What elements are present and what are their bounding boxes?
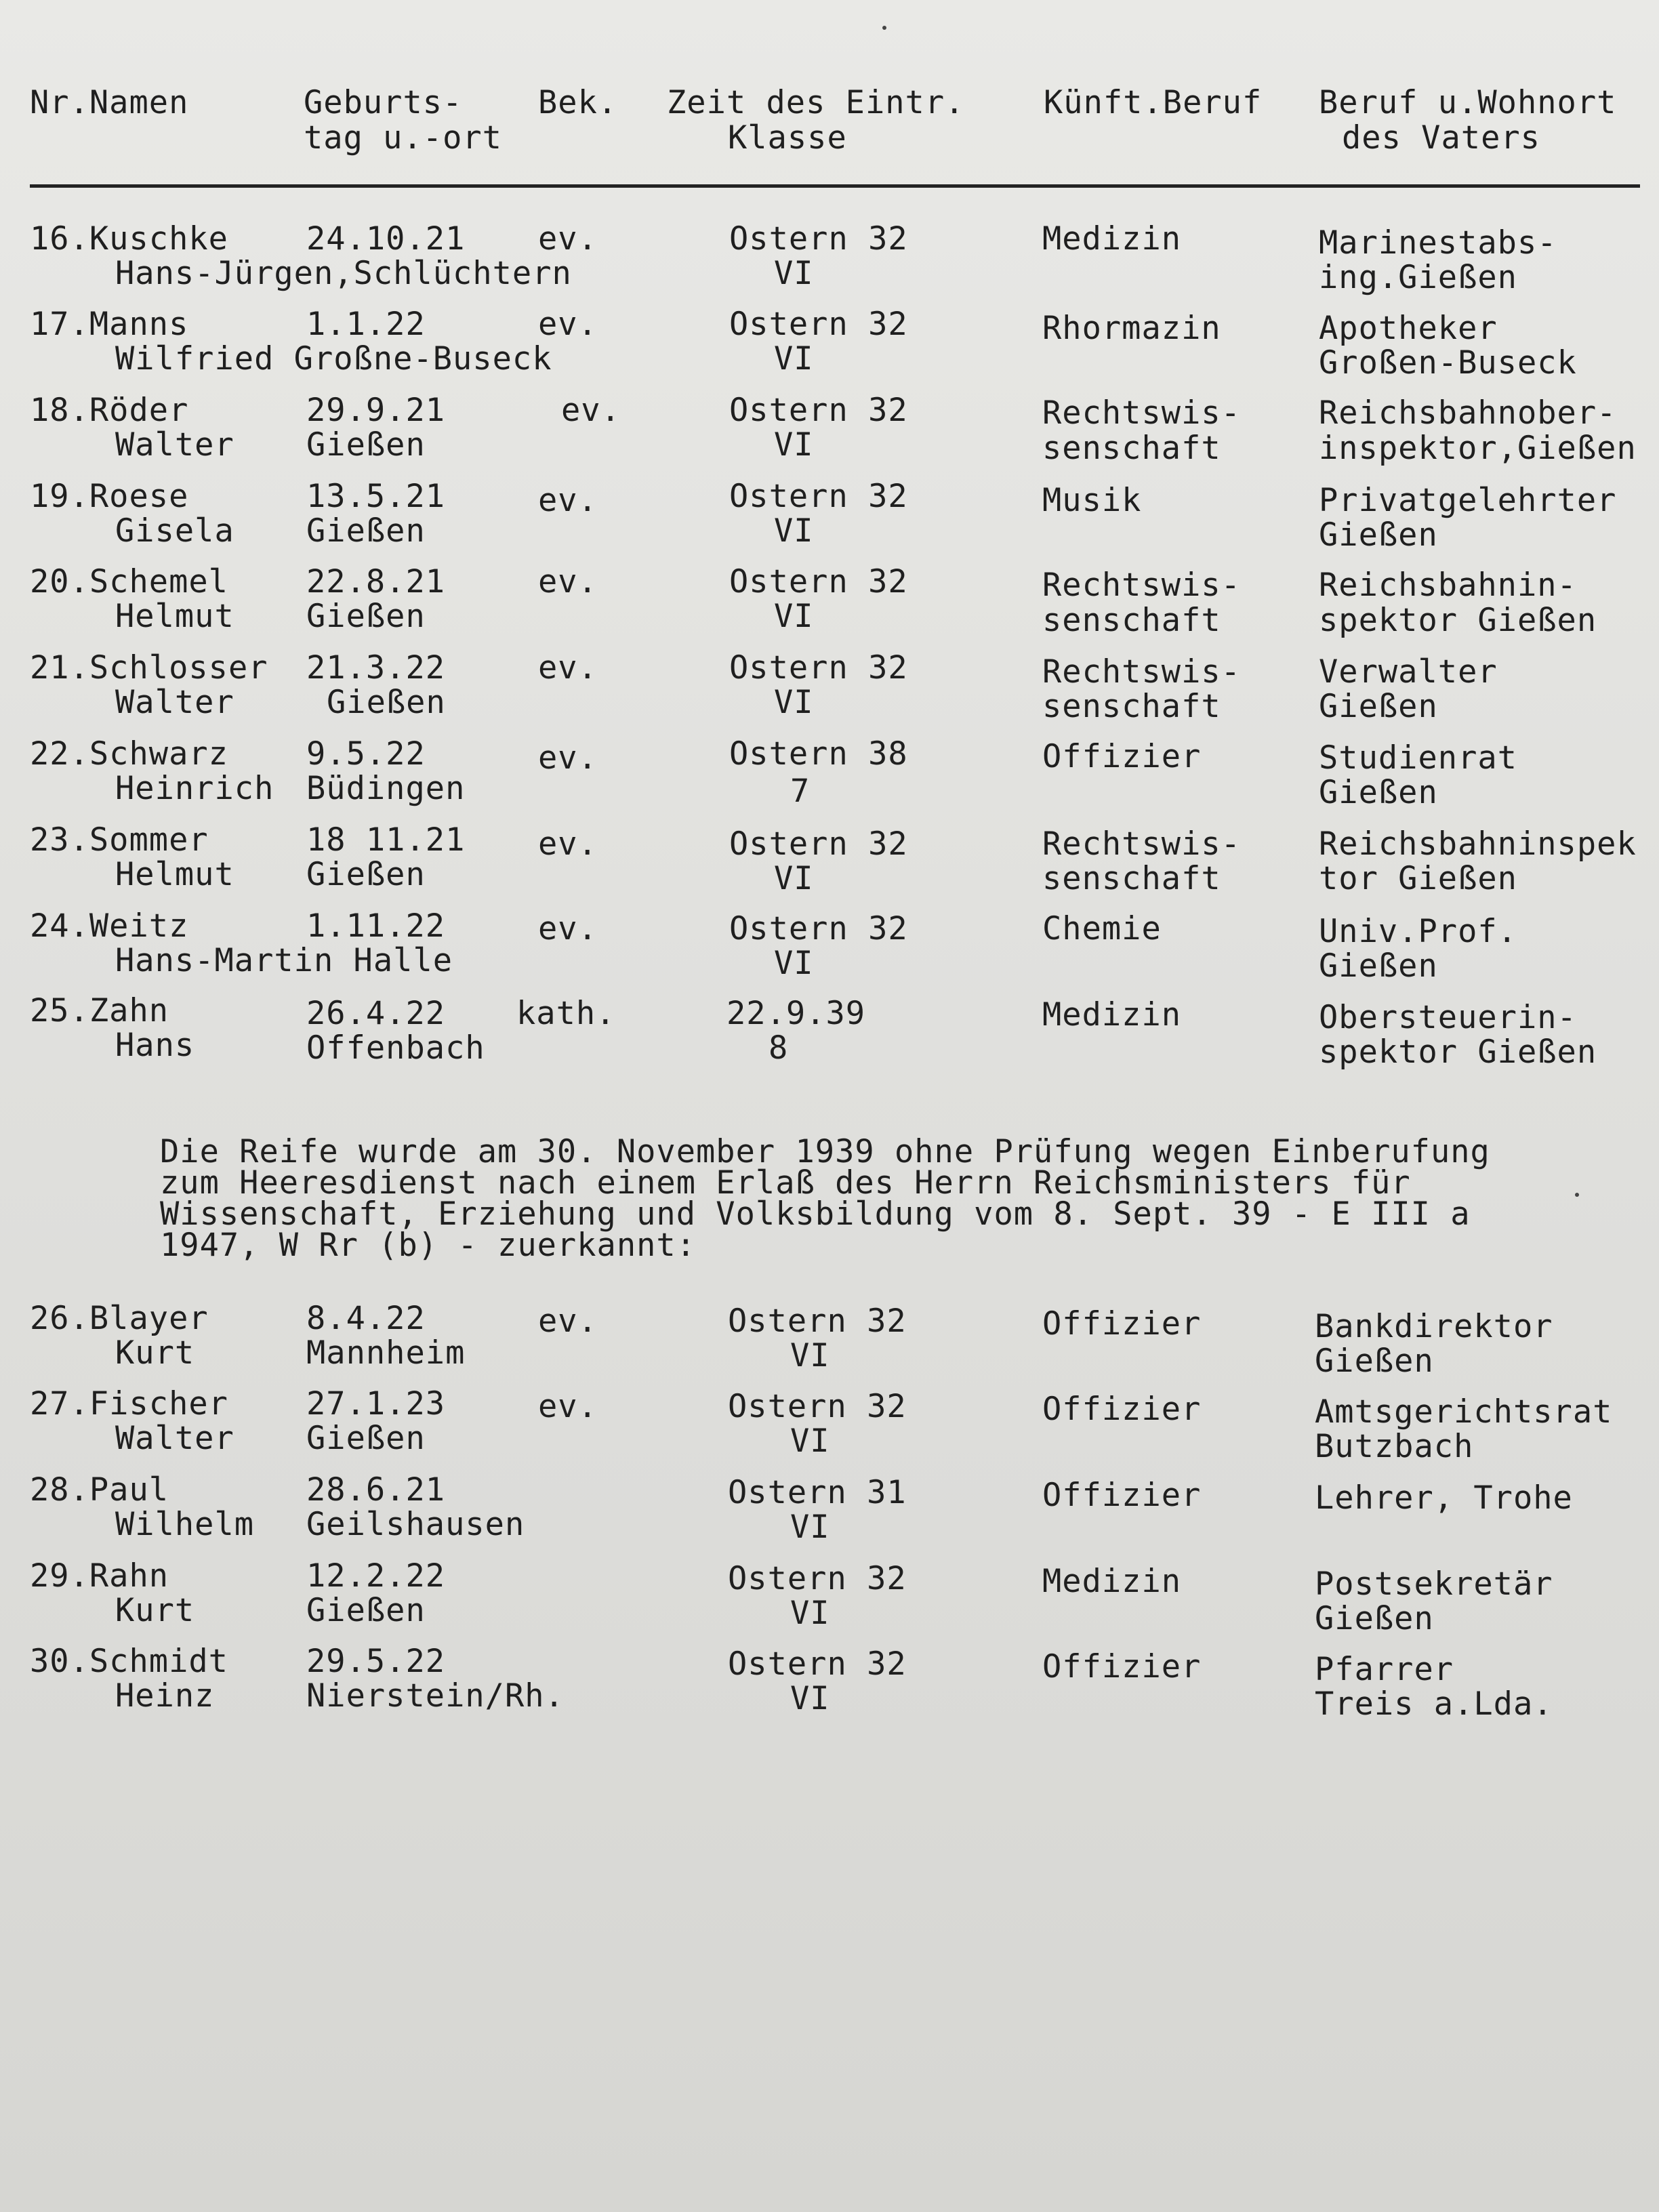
row-vater-1: Postsekretär (1315, 1565, 1553, 1603)
row-nr-name: 25.Zahn (30, 992, 169, 1029)
header-nr-namen: Nr.Namen (30, 84, 189, 121)
row-vater-2: Butzbach (1315, 1428, 1474, 1465)
row-vater-1: Marinestabs- (1319, 224, 1557, 262)
row-vater-1: Studienrat (1319, 739, 1517, 777)
row-nr-name: 26.Blayer (30, 1300, 209, 1337)
row-datum: 29.5.22 (306, 1643, 446, 1680)
note-line-4: 1947, W Rr (b) - zuerkannt: (160, 1227, 697, 1264)
row-ort: Mannheim (306, 1334, 466, 1372)
row-vorname: Kurt (115, 1334, 195, 1372)
row-vorname: Walter (115, 1420, 234, 1457)
row-zeit: Ostern 32 (729, 649, 908, 687)
note-line-3: Wissenschaft, Erziehung und Volksbildung vom 8. Sept. 39 - E III a (160, 1195, 1471, 1233)
header-zeit-1: Zeit des Eintr. (667, 84, 965, 121)
row-ort: Gießen (306, 512, 426, 550)
row-vorname: Kurt (115, 1592, 195, 1629)
row-klasse: 8 (769, 1029, 789, 1067)
row-datum: 12.2.22 (306, 1557, 446, 1595)
row-datum: 1.11.22 (306, 907, 446, 945)
row-vater-1: Verwalter (1319, 653, 1498, 691)
row-zeit: 22.9.39 (726, 995, 866, 1032)
header-geburt-2: tag u.-ort (304, 119, 502, 157)
row-vater-2: Gießen (1315, 1343, 1434, 1380)
row-beruf: Medizin (1042, 220, 1182, 258)
row-zeit: Ostern 32 (729, 478, 908, 515)
row-vorname: Hans (115, 1027, 195, 1064)
row-vorname: Gisela (115, 512, 234, 550)
row-zeit: Ostern 32 (729, 220, 908, 258)
row-zeit: Ostern 32 (728, 1303, 907, 1340)
row-vorname: Walter (115, 426, 234, 464)
row-bek: ev. (561, 392, 621, 429)
row-datum: 29.9.21 (306, 392, 446, 429)
row-datum: 26.4.22 (306, 995, 446, 1032)
note-line-2: zum Heeresdienst nach einem Erlaß des Herrn Reichsministers für (160, 1164, 1411, 1202)
row-vorname: Helmut (115, 598, 234, 635)
header-vater-2: des Vaters (1342, 119, 1540, 157)
header-zeit-2: Klasse (728, 119, 847, 157)
row-nr-name: 21.Schlosser (30, 649, 268, 687)
row-vater-1: Reichsbahninspek (1319, 825, 1637, 863)
row-klasse: VI (774, 684, 814, 721)
row-vater-1: Bankdirektor (1315, 1308, 1553, 1345)
row-nr-name: 24.Weitz (30, 907, 189, 945)
row-zeit: Ostern 32 (728, 1645, 907, 1683)
row-beruf: Medizin (1042, 996, 1182, 1033)
row-beruf: Offizier (1042, 1477, 1202, 1514)
header-vater-1: Beruf u.Wohnort (1319, 84, 1617, 121)
row-ort: Gießen (306, 598, 426, 635)
row-vater-1: Amtsgerichtsrat (1315, 1393, 1613, 1431)
row-nr-name: 19.Roese (30, 478, 189, 515)
row-bek: ev. (538, 482, 598, 519)
row-beruf-2: senschaft (1042, 602, 1221, 639)
row-zeit: Ostern 32 (728, 1388, 907, 1425)
row-bek: ev. (538, 649, 598, 687)
row-vorname: Heinrich (115, 770, 274, 807)
row-klasse: VI (790, 1337, 830, 1374)
row-zeit: Ostern 32 (728, 1560, 907, 1597)
row-zeit: Ostern 32 (729, 910, 908, 947)
row-vater-2: spektor Gießen (1319, 1033, 1597, 1071)
row-vater-2: ing.Gießen (1319, 259, 1517, 296)
row-vater-2: Treis a.Lda. (1315, 1685, 1553, 1723)
row-beruf-2: senschaft (1042, 430, 1221, 467)
row-klasse: VI (774, 340, 814, 377)
row-klasse: VI (790, 1422, 830, 1460)
row-vater-1: Apotheker (1319, 310, 1498, 347)
row-vorname: Wilhelm (115, 1506, 255, 1543)
row-vorname: Walter (115, 684, 234, 721)
row-nr-name: 27.Fischer (30, 1385, 228, 1422)
row-ort: Gießen (306, 1420, 426, 1457)
row-vater-2: Großen-Buseck (1319, 344, 1577, 382)
row-beruf-1: Rechtswis- (1042, 653, 1241, 691)
row-vorname: Hans-Martin Halle (115, 942, 453, 979)
row-zeit: Ostern 32 (729, 563, 908, 600)
row-nr-name: 18.Röder (30, 392, 189, 429)
row-bek: ev. (538, 1388, 598, 1425)
row-beruf-2: senschaft (1042, 688, 1221, 725)
row-ort: Gießen (306, 1592, 426, 1629)
row-bek: ev. (538, 563, 598, 600)
row-nr-name: 28.Paul (30, 1471, 169, 1509)
row-datum: 9.5.22 (306, 735, 426, 773)
row-vorname: Helmut (115, 856, 234, 893)
row-vater-2: tor Gießen (1319, 860, 1517, 897)
row-beruf-1: Rechtswis- (1042, 825, 1241, 863)
row-datum: 24.10.21 (306, 220, 466, 258)
row-nr-name: 29.Rahn (30, 1557, 169, 1595)
row-nr-name: 30.Schmidt (30, 1643, 228, 1680)
row-bek: ev. (538, 306, 598, 343)
row-beruf: Rhormazin (1042, 310, 1221, 347)
row-datum: 13.5.21 (306, 478, 446, 515)
row-klasse: VI (774, 255, 814, 292)
row-klasse: 7 (790, 773, 811, 810)
row-vater-2: Gießen (1319, 516, 1438, 554)
row-datum: 1.1.22 (306, 306, 426, 343)
row-ort: Gießen (306, 856, 426, 893)
row-zeit: Ostern 32 (729, 392, 908, 429)
row-vater-2: Gießen (1319, 774, 1438, 811)
row-zeit: Ostern 32 (729, 825, 908, 863)
row-klasse: VI (774, 860, 814, 897)
row-beruf: Offizier (1042, 738, 1202, 775)
row-nr-name: 23.Sommer (30, 821, 209, 859)
row-beruf-1: Rechtswis- (1042, 567, 1241, 604)
row-klasse: VI (790, 1509, 830, 1546)
row-vater-1: Univ.Prof. (1319, 913, 1517, 950)
row-vater-1: Obersteuerin- (1319, 999, 1577, 1036)
row-vorname: Wilfried Großne-Buseck (115, 340, 552, 377)
row-vater-1: Reichsbahnin- (1319, 567, 1577, 604)
ink-speck (882, 26, 886, 30)
row-bek: kath. (516, 995, 616, 1032)
row-beruf: Offizier (1042, 1648, 1202, 1685)
row-vater-2: Gießen (1319, 947, 1438, 985)
row-vater-1: Privatgelehrter (1319, 482, 1617, 519)
row-klasse: VI (774, 426, 814, 464)
row-datum: 27.1.23 (306, 1385, 446, 1422)
row-klasse: VI (790, 1680, 830, 1717)
ink-speck (1575, 1193, 1579, 1197)
row-bek: ev. (538, 910, 598, 947)
row-datum: 18 11.21 (306, 821, 466, 859)
row-ort: Gießen (327, 684, 446, 721)
row-beruf: Offizier (1042, 1391, 1202, 1428)
row-klasse: VI (774, 512, 814, 550)
header-rule (30, 184, 1640, 188)
row-vater-1: Lehrer, Trohe (1315, 1479, 1573, 1517)
row-vorname: Heinz (115, 1677, 215, 1715)
row-bek: ev. (538, 1303, 598, 1340)
row-datum: 21.3.22 (306, 649, 446, 687)
row-ort: Gießen (306, 426, 426, 464)
row-datum: 28.6.21 (306, 1471, 446, 1509)
row-bek: ev. (538, 739, 598, 777)
row-zeit: Ostern 31 (728, 1474, 907, 1511)
note-line-1: Die Reife wurde am 30. November 1939 ohne Prüfung wegen Einberufung (160, 1133, 1490, 1170)
row-vater-2: inspektor,Gießen (1319, 430, 1637, 467)
row-vater-2: Gießen (1319, 688, 1438, 725)
row-ort: Geilshausen (306, 1506, 525, 1543)
row-klasse: VI (790, 1595, 830, 1632)
row-nr-name: 17.Manns (30, 306, 189, 343)
row-bek: ev. (538, 825, 598, 863)
row-beruf: Medizin (1042, 1563, 1182, 1600)
header-bek: Bek. (538, 84, 618, 121)
row-vorname: Hans-Jürgen,Schlüchtern (115, 255, 572, 292)
row-vater-1: Reichsbahnober- (1319, 394, 1617, 432)
row-beruf: Offizier (1042, 1305, 1202, 1343)
row-zeit: Ostern 32 (729, 306, 908, 343)
row-bek: ev. (538, 220, 598, 258)
row-datum: 8.4.22 (306, 1300, 426, 1337)
row-ort: Offenbach (306, 1029, 485, 1067)
row-beruf-2: senschaft (1042, 860, 1221, 897)
row-nr-name: 16.Kuschke (30, 220, 228, 258)
row-beruf: Chemie (1042, 910, 1162, 947)
row-zeit: Ostern 38 (729, 735, 908, 773)
row-beruf: Musik (1042, 482, 1142, 519)
row-klasse: VI (774, 945, 814, 982)
row-ort: Büdingen (306, 770, 466, 807)
header-geburt-1: Geburts- (304, 84, 463, 121)
row-ort: Nierstein/Rh. (306, 1677, 565, 1715)
row-vater-2: spektor Gießen (1319, 602, 1597, 639)
row-beruf-1: Rechtswis- (1042, 394, 1241, 432)
row-nr-name: 20.Schemel (30, 563, 228, 600)
row-datum: 22.8.21 (306, 563, 446, 600)
row-nr-name: 22.Schwarz (30, 735, 228, 773)
row-vater-1: Pfarrer (1315, 1651, 1454, 1688)
row-vater-2: Gießen (1315, 1600, 1434, 1637)
row-klasse: VI (774, 598, 814, 635)
header-beruf: Künft.Beruf (1044, 84, 1263, 121)
